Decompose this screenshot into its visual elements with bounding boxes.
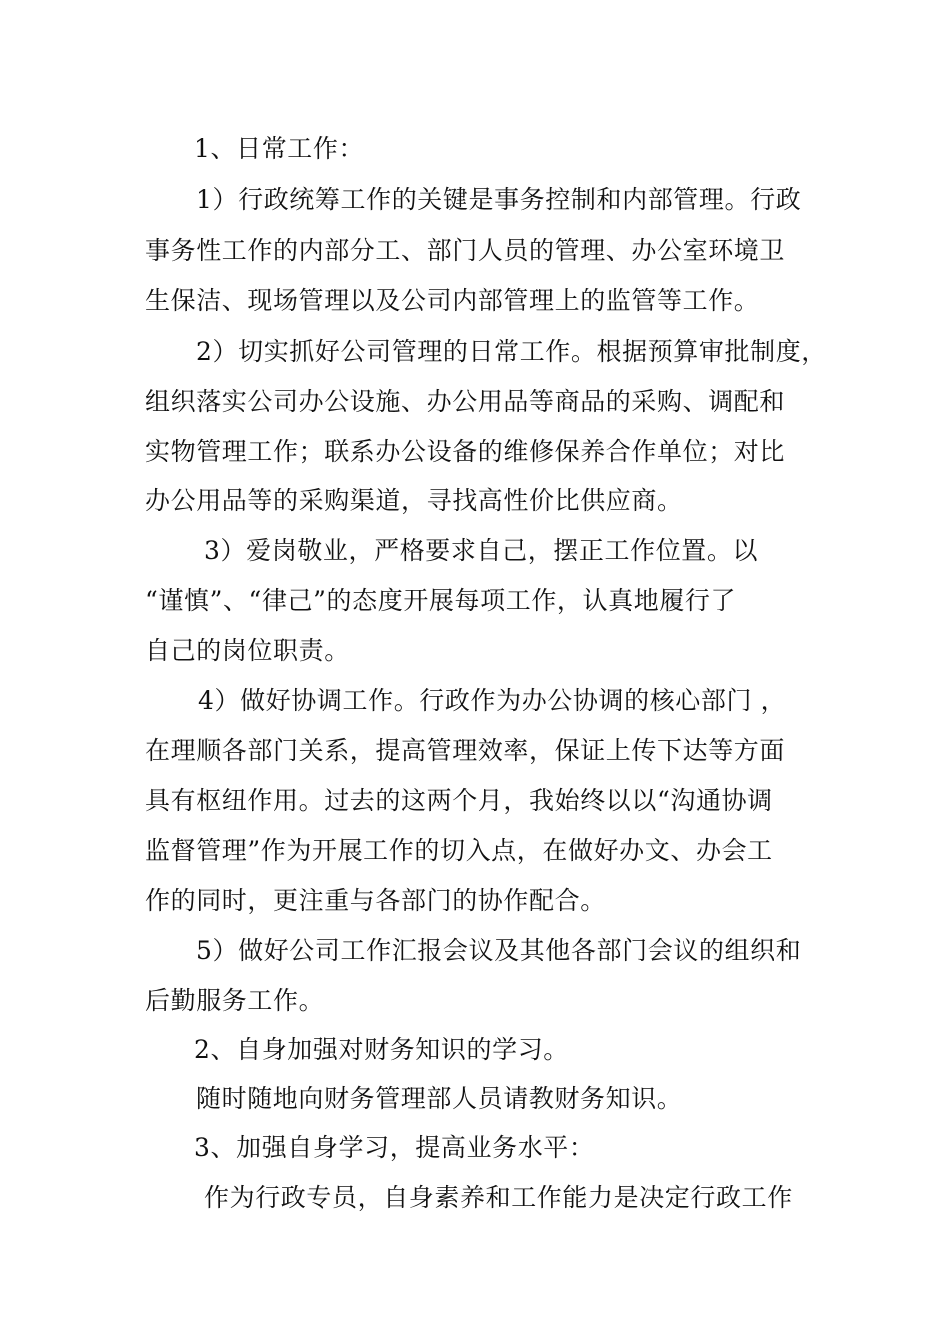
paragraph-line: 作的同时，更注重与各部门的协作配合。: [145, 886, 606, 915]
paragraph-line: 生保洁、现场管理以及公司内部管理上的监管等工作。: [145, 286, 760, 315]
paragraph-line: 5）做好公司工作汇报会议及其他各部门会议的组织和: [196, 936, 802, 965]
paragraph-line: “谨慎”、“律己”的态度开展每项工作，认真地履行了: [145, 586, 737, 615]
paragraph-line: 具有枢纽作用。过去的这两个月，我始终以以“沟通协调: [145, 786, 773, 815]
paragraph-line: 办公用品等的采购渠道，寻找高性价比供应商。: [145, 486, 683, 515]
paragraph-line: 后勤服务工作。: [145, 986, 325, 1015]
paragraph-line: 作为行政专员，自身素养和工作能力是决定行政工作: [204, 1183, 793, 1212]
paragraph-line: 2）切实抓好公司管理的日常工作。根据预算审批制度，: [196, 337, 827, 366]
paragraph-line: 4）做好协调工作。行政作为办公协调的核心部门 ，: [198, 686, 787, 715]
paragraph-line: 监督管理”作为开展工作的切入点，在做好办文、办会工: [145, 836, 773, 865]
paragraph-line: 1）行政统筹工作的关键是事务控制和内部管理。行政: [196, 185, 802, 214]
paragraph-line: 自己的岗位职责。: [145, 636, 350, 665]
paragraph-line: 3）爱岗敬业，严格要求自己，摆正工作位置。以: [204, 536, 759, 565]
section-heading-self-study: 3、加强自身学习，提高业务水平：: [194, 1133, 595, 1162]
paragraph-line: 组织落实公司办公设施、办公用品等商品的采购、调配和: [145, 387, 786, 416]
paragraph-line: 随时随地向财务管理部人员请教财务知识。: [196, 1084, 683, 1113]
paragraph-line: 在理顺各部门关系，提高管理效率，保证上传下达等方面: [145, 736, 786, 765]
paragraph-line: 实物管理工作；联系办公设备的维修保养合作单位；对比: [145, 437, 786, 466]
section-heading-daily-work: 1、日常工作：: [194, 134, 365, 163]
section-heading-finance-study: 2、自身加强对财务知识的学习。: [194, 1035, 569, 1064]
paragraph-line: 事务性工作的内部分工、部门人员的管理、办公室环境卫: [145, 236, 786, 265]
